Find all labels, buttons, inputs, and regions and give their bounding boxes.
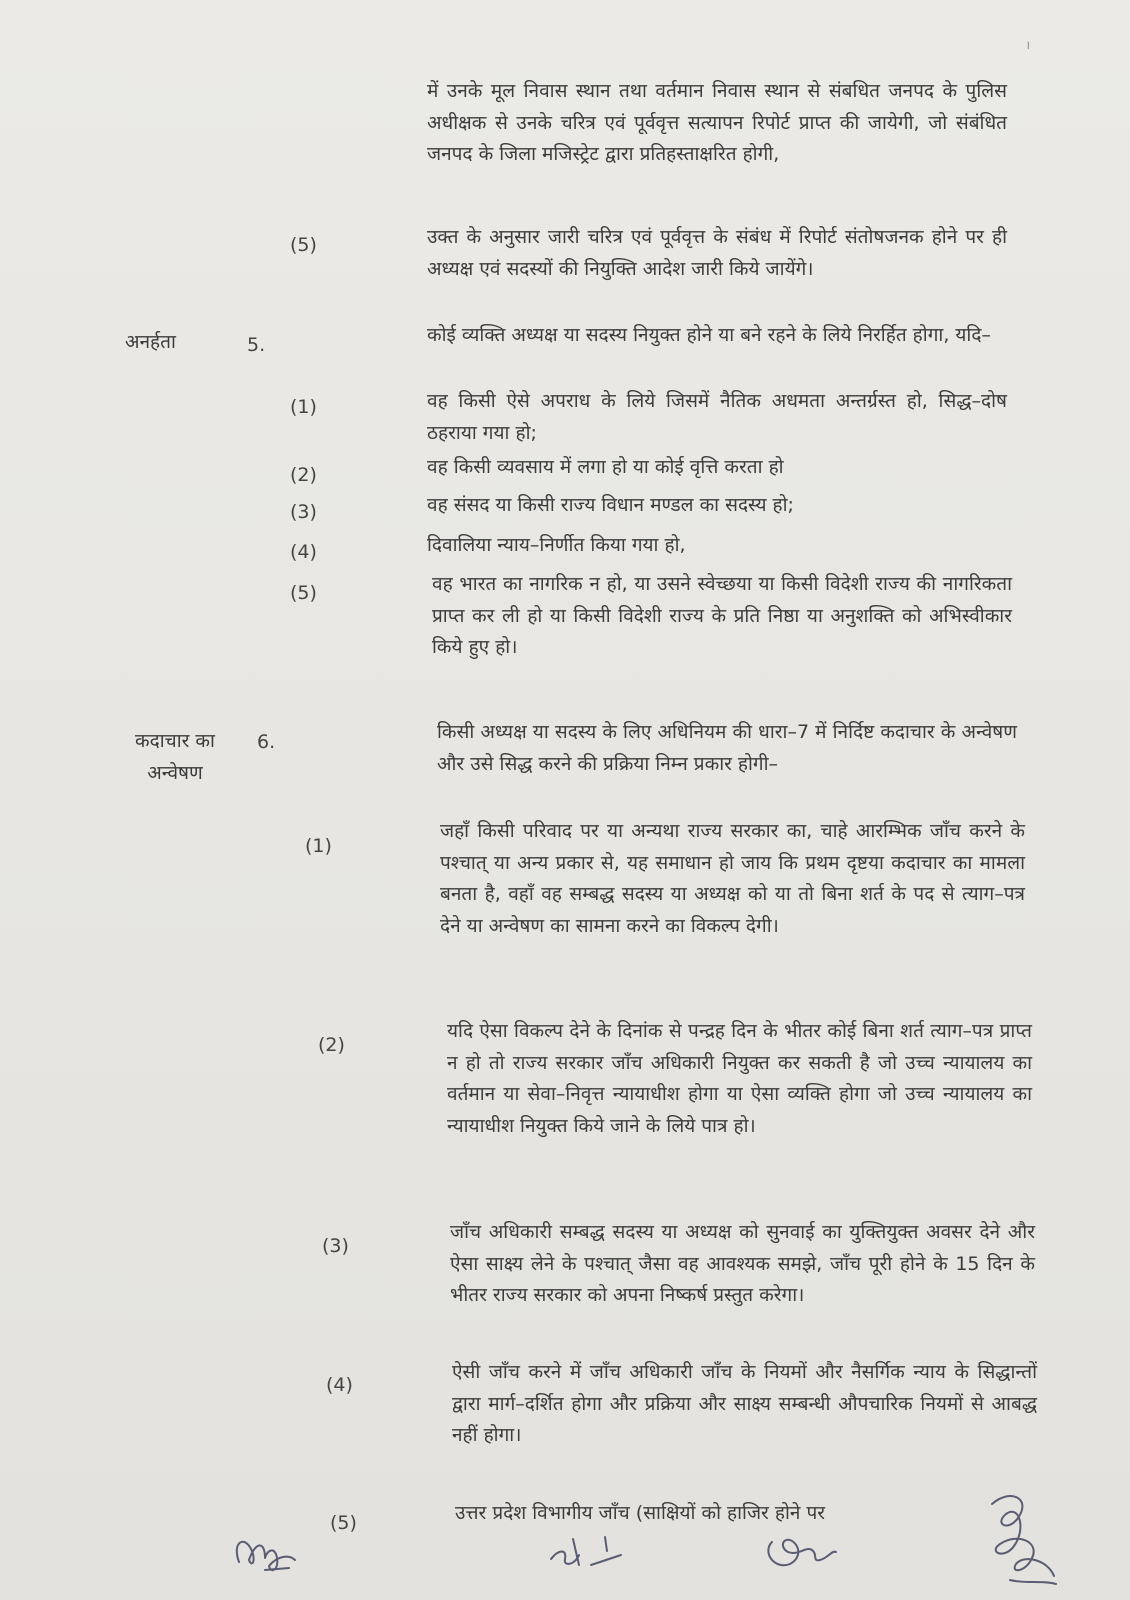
- side-heading-misconduct-inquiry: कदाचार का अन्वेषण: [135, 730, 215, 784]
- clause-number: (5): [330, 1512, 357, 1534]
- clause-text: दिवालिया न्याय–निर्णीत किया गया हो,: [427, 534, 686, 556]
- clause-text: वह किसी ऐसे अपराध के लिये जिसमें नैतिक अधमता अन्तर्ग्रस्त हो, सिद्ध–दोष ठहराया गया हो;: [427, 390, 1007, 444]
- signature-initials-left: [225, 1520, 305, 1580]
- clause-text: वह संसद या किसी राज्य विधान मण्डल का सदस्य हो;: [427, 494, 794, 516]
- clause-number: (4): [290, 541, 317, 563]
- rule-number: 5.: [247, 334, 266, 356]
- clause-number: (4): [326, 1374, 353, 1396]
- clause-number: (2): [290, 464, 317, 486]
- clause-number: (5): [290, 234, 317, 256]
- clause-text: जाँच अधिकारी सम्बद्ध सदस्य या अध्यक्ष को सुनवाई का युक्तियुक्त अवसर देने और ऐसा साक्ष्य लेने के पश्चात् जैसा वह आवश्यक समझे, जाँच पूरी होने के 15 दिन के भीतर राज्य सरकार को अपना निष्कर्ष प्रस्तुत करेगा।: [450, 1221, 1035, 1306]
- signature-initials-middle: [545, 1525, 625, 1575]
- clause-number: (3): [290, 501, 317, 523]
- clause-number: (2): [318, 1034, 345, 1056]
- clause-text: वह किसी व्यवसाय में लगा हो या कोई वृत्ति करता हो: [427, 456, 784, 478]
- paragraph-continuation: [427, 76, 1007, 171]
- page-mark: ।: [1025, 38, 1030, 52]
- clause-number: (1): [305, 835, 332, 857]
- clause-text: ऐसी जाँच करने में जाँच अधिकारी जाँच के नियमों और नैसर्गिक न्याय के सिद्धान्तों द्वारा मार्ग–दर्शित होगा और प्रक्रिया और साक्ष्य सम्बन्धी औपचारिक नियमों से आबद्ध नहीं होगा।: [452, 1361, 1037, 1446]
- clause-text: वह भारत का नागरिक न हो, या उसने स्वेच्छया या किसी विदेशी राज्य की नागरिकता प्राप्त कर ली हो या किसी विदेशी राज्य के प्रति निष्ठा या अनुशक्ति को अभिस्वीकार किये हुए हो।: [432, 573, 1012, 658]
- paragraph-text: में उनके मूल निवास स्थान तथा वर्तमान निवास स्थान से संबधित जनपद के पुलिस अधीक्षक से उनके चरित्र एवं पूर्ववृत्त सत्यापन रिपोर्ट प्राप्त की जायेगी, जो संबंधित जनपद के जिला मजिस्ट्रेट द्वारा प्रतिहस्ताक्षरित होगी,: [427, 80, 1007, 165]
- rule-number: 6.: [257, 731, 276, 753]
- clause-number: (3): [322, 1235, 349, 1257]
- side-heading-disqualification: अनर्हता: [125, 331, 176, 353]
- clause-text: जहाँ किसी परिवाद पर या अन्यथा राज्य सरकार का, चाहे आरम्भिक जाँच करने के पश्चात् या अन्य प्रकार से, यह समाधान हो जाय कि प्रथम दृष्टया कदाचार का मामला बनता है, वहाँ वह सम्बद्ध सदस्य या अध्यक्ष को या तो बिना शर्त के पद से त्याग–पत्र देने या अन्वेषण का सामना करने का विकल्प देगी।: [440, 820, 1025, 937]
- rule-text: कोई व्यक्ति अध्यक्ष या सदस्य नियुक्त होने या बने रहने के लिये निरर्हित होगा, यदि–: [427, 324, 991, 346]
- rule-text: किसी अध्यक्ष या सदस्य के लिए अधिनियम की धारा–7 में निर्दिष्ट कदाचार के अन्वेषण और उसे सिद्ध करने की प्रक्रिया निम्न प्रकार होगी–: [437, 721, 1017, 775]
- clause-number: (1): [290, 396, 317, 418]
- clause-text: उत्तर प्रदेश विभागीय जाँच (साक्षियों को हाजिर होने पर: [455, 1502, 826, 1524]
- clause-text: यदि ऐसा विकल्प देने के दिनांक से पन्द्रह दिन के भीतर कोई बिना शर्त त्याग–पत्र प्राप्त न हो तो राज्य सरकार जाँच अधिकारी नियुक्त कर सकती है जो उच्च न्यायालय का वर्तमान या सेवा–निवृत्त न्यायाधीश होगा या ऐसा व्यक्ति होगा जो उच्च न्यायालय का न्यायाधीश नियुक्त किये जाने के लिये पात्र हो।: [447, 1020, 1032, 1137]
- clause-text: उक्त के अनुसार जारी चरित्र एवं पूर्ववृत्त के संबंध में रिपोर्ट संतोषजनक होने पर ही अध्यक्ष एवं सदस्यों की नियुक्ति आदेश जारी किये जायेंगे।: [427, 226, 1007, 280]
- clause-number: (5): [290, 582, 317, 604]
